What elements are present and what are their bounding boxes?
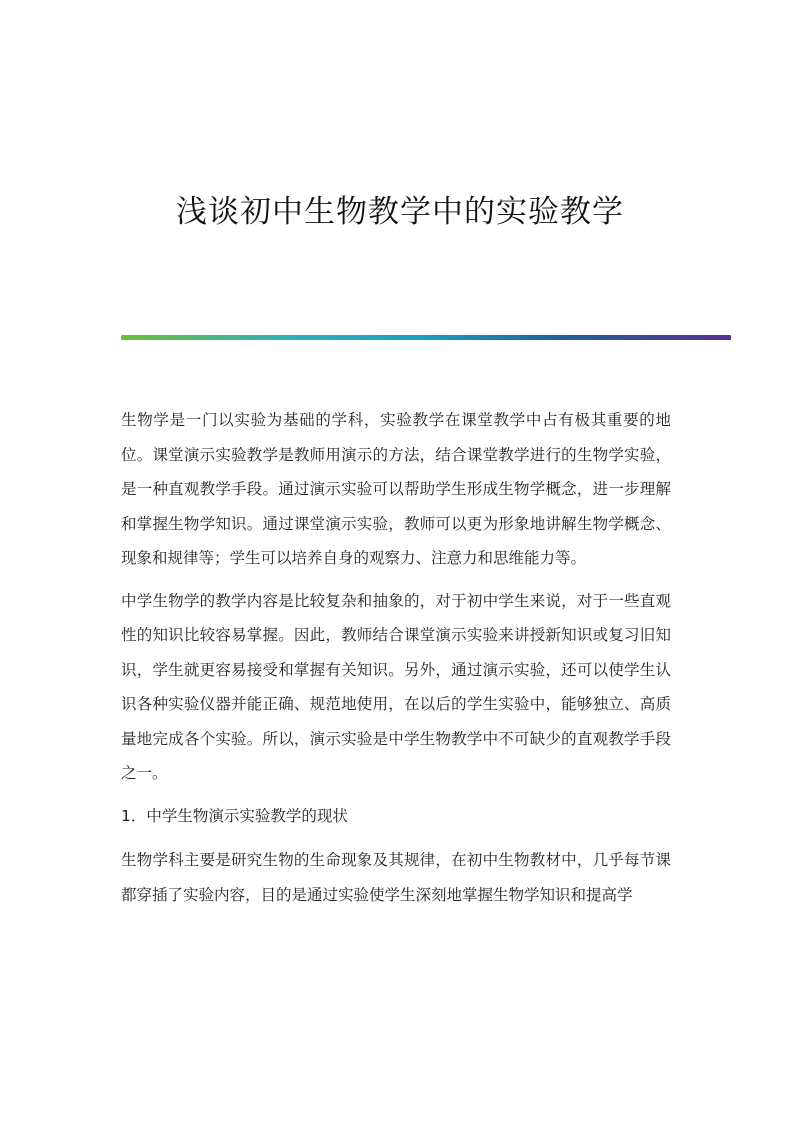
title-divider: [121, 335, 731, 340]
body-paragraph-2: 中学生物学的教学内容是比较复杂和抽象的，对于初中学生来说，对于一些直观性的知识比较容易掌握。因此，教师结合课堂演示实验来讲授新知识或复习旧知识，学生就更容易接受和掌握有关知识。另外，通过演示实验，还可以使学生认识各种实验仪器并能正确、规范地使用，在以后的学生实验中，能够独立、高质量地完成各个实验。所以，演示实验是中学生物教学中不可缺少的直观教学手段之一。: [121, 591, 671, 782]
section-paragraph: 生物学科主要是研究生物的生命现象及其规律，在初中生物教材中，几乎每节课都穿插了实验内容，目的是通过实验使学生深刻地掌握生物学知识和提高学: [121, 851, 671, 904]
section-heading: 1．中学生物演示实验教学的现状: [121, 806, 348, 825]
document-title: 浅谈初中生物教学中的实验教学: [176, 194, 624, 230]
document-body: [121, 403, 671, 920]
body-paragraph-1: 生物学是一门以实验为基础的学科，实验教学在课堂教学中占有极其重要的地位。课堂演示实验教学是教师用演示的方法，结合课堂教学进行的生物学实验，是一种直观教学手段。通过演示实验可以帮助学生形成生物学概念，进一步理解和掌握生物学知识。通过课堂演示实验，教师可以更为形象地讲解生物学概念、现象和规律等；学生可以培养自身的观察力、注意力和思维能力等。: [121, 411, 671, 567]
